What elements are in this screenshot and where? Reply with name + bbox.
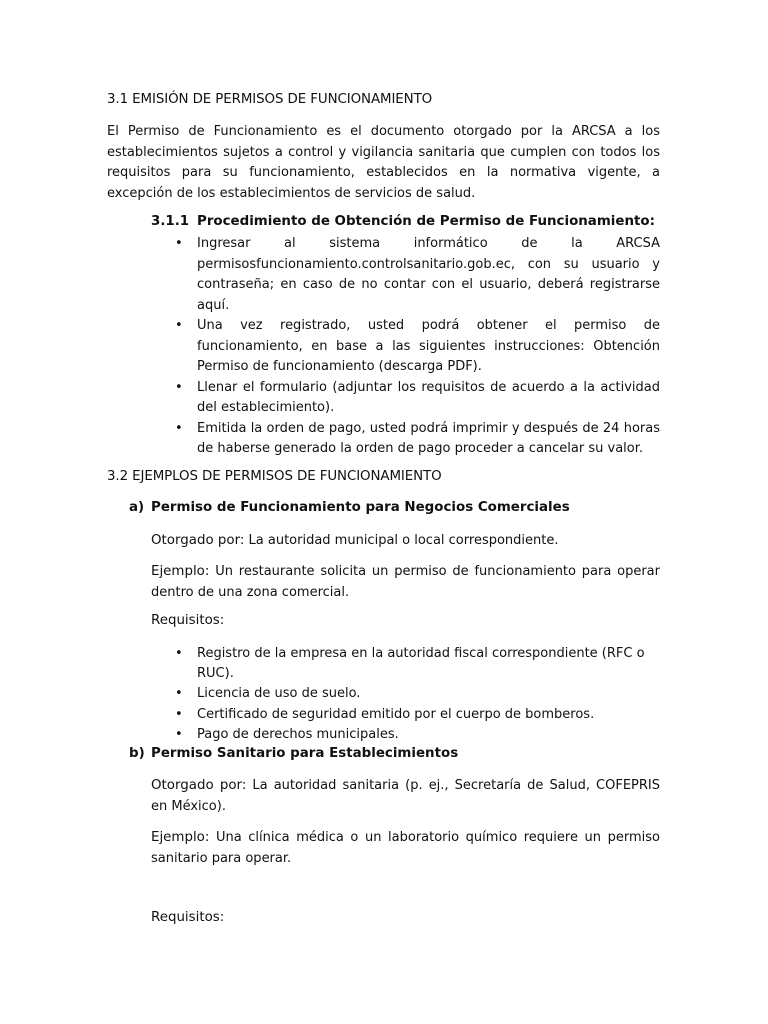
item-b-requirements-label: Requisitos: bbox=[151, 910, 225, 925]
list-item-text: Una vez registrado, usted podrá obtener el permiso de funcionamiento, en base a las siguientes instrucciones: Obtención Permiso de funcionamiento (descarga PDF). bbox=[197, 318, 660, 374]
list-item bbox=[175, 644, 660, 684]
bullet-icon: • bbox=[175, 318, 183, 333]
item-b-granted bbox=[151, 776, 660, 817]
list-item bbox=[175, 378, 660, 419]
granted-label: Otorgado por: bbox=[151, 533, 245, 548]
bullet-icon: • bbox=[175, 236, 183, 251]
item-b-example bbox=[151, 828, 660, 869]
item-letter: b) bbox=[129, 746, 145, 761]
bullet-icon: • bbox=[175, 646, 183, 661]
list-item bbox=[175, 419, 660, 460]
bullet-icon: • bbox=[175, 726, 183, 742]
list-item bbox=[175, 705, 660, 725]
example-label: Ejemplo: bbox=[151, 830, 210, 845]
list-item bbox=[175, 725, 660, 745]
list-item-text: Registro de la empresa en la autoridad fiscal correspondiente (RFC o RUC). bbox=[197, 646, 645, 682]
list-item-text: Pago de derechos municipales. bbox=[197, 726, 399, 742]
list-item bbox=[175, 684, 660, 704]
list-item-text: Llenar el formulario (adjuntar los requisitos de acuerdo a la actividad del establecimiento). bbox=[197, 379, 660, 415]
subsection-number: 3.1.1 bbox=[151, 214, 190, 229]
list-item bbox=[175, 234, 660, 316]
item-letter: a) bbox=[129, 500, 145, 515]
bullet-icon: • bbox=[175, 686, 183, 702]
granted-text: La autoridad municipal o local correspondiente. bbox=[244, 533, 559, 548]
list-item bbox=[175, 316, 660, 378]
bullet-icon: • bbox=[175, 420, 183, 436]
bullet-icon: • bbox=[175, 706, 183, 722]
granted-text: La autoridad sanitaria (p. ej., Secretaría de Salud, COFEPRIS en México). bbox=[151, 778, 661, 814]
item-a-granted bbox=[151, 531, 660, 552]
subsection-title: Procedimiento de Obtención de Permiso de Funcionamiento: bbox=[197, 214, 655, 229]
section-heading-3-1: 3.1 EMISIÓN DE PERMISOS DE FUNCIONAMIENTO bbox=[107, 92, 433, 107]
example-text: Una clínica médica o un laboratorio químico requiere un permiso sanitario para operar. bbox=[151, 830, 660, 866]
item-title: Permiso Sanitario para Establecimientos bbox=[151, 746, 459, 761]
granted-label: Otorgado por: bbox=[151, 778, 247, 793]
example-text: Un restaurante solicita un permiso de funcionamiento para operar dentro de una zona comercial. bbox=[151, 564, 660, 600]
list-item-text: Ingresar al sistema informático de la ARCSA permisosfuncionamiento.controlsanitario.gob.ec, con su usuario y contraseña; en caso de no contar con el usuario, deberá registrarse aquí. bbox=[197, 236, 660, 313]
subsection-heading-3-1-1 bbox=[151, 214, 655, 229]
item-a-requirements-label: Requisitos: bbox=[151, 613, 225, 628]
procedure-list bbox=[175, 234, 660, 460]
section-heading-3-2: 3.2 EJEMPLOS DE PERMISOS DE FUNCIONAMIENTO bbox=[107, 469, 442, 484]
item-a-example bbox=[151, 562, 660, 603]
requirements-list bbox=[175, 644, 660, 745]
list-item-text: Certificado de seguridad emitido por el cuerpo de bomberos. bbox=[197, 706, 595, 722]
item-a-heading bbox=[129, 500, 570, 515]
item-b-heading bbox=[129, 746, 458, 761]
intro-paragraph: El Permiso de Funcionamiento es el documento otorgado por la ARCSA a los establecimientos sujetos a control y vigilancia sanitaria que cumplen con todos los requisitos para su funcionamiento, establecidos en la normativa vigente, a excepción de los establecimientos de servicios de salud. bbox=[107, 124, 660, 202]
list-item-text: Licencia de uso de suelo. bbox=[197, 686, 361, 702]
list-item-text: Emitida la orden de pago, usted podrá imprimir y después de 24 horas de haberse generado la orden de pago proceder a cancelar su valor. bbox=[197, 420, 660, 456]
bullet-icon: • bbox=[175, 379, 183, 395]
example-label: Ejemplo: bbox=[151, 564, 210, 579]
item-title: Permiso de Funcionamiento para Negocios Comerciales bbox=[151, 500, 570, 515]
